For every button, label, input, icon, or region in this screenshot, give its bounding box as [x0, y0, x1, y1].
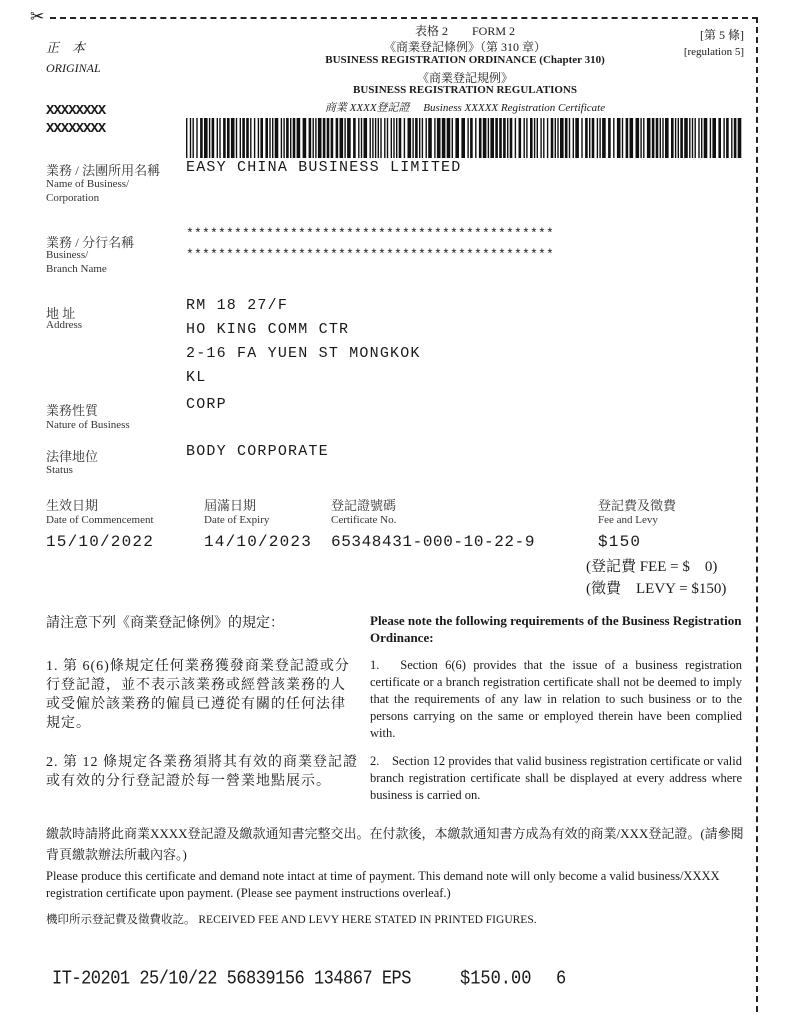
- fee-breakdown-registration: (登記費 FEE = $ 0): [586, 559, 718, 575]
- fee-breakdown-levy: (徵費 LEVY = $150): [586, 581, 727, 597]
- expiry-label-zh: 屆滿日期: [204, 498, 257, 513]
- branch-label-en-1: Business/: [46, 249, 89, 261]
- ordinance-zh: 《商業登記條例》（第 310 章）: [383, 40, 546, 54]
- fee-label-en: Fee and Levy: [598, 514, 658, 526]
- cut-line-right: [756, 17, 758, 1012]
- nature-label-en: Nature of Business: [46, 419, 130, 431]
- expiry-date: 14/10/2023: [204, 533, 313, 551]
- original-label-zh: 正 本: [46, 40, 86, 55]
- notes-heading-en: Please note the following requirements of the Business Registration Ordinance:: [370, 613, 742, 645]
- payment-instruction-zh: 繳款時請將此商業XXXX登記證及繳款通知書完整交出。在付款後，本繳款通知書方成為有效的商業/XXX登記證。(請參閱背頁繳款辦法所載內容。): [46, 826, 744, 862]
- notes-heading-zh: 請注意下列《商業登記條例》的規定：: [46, 616, 284, 631]
- note-1-en: 1. Section 6(6) provides that the issue of a business registration certificate or a branch registration certificate shall not be deemed to imply that the requirements of any law in relation to such business or to the persons carrying on the same or employed therein have been complied with.: [370, 658, 742, 740]
- fee-label-zh: 登記費及徵費: [598, 498, 677, 513]
- ordinance-en: BUSINESS REGISTRATION ORDINANCE (Chapter 310): [325, 54, 605, 66]
- name-label-en-1: Name of Business/: [46, 178, 130, 190]
- commencement-label-en: Date of Commencement: [46, 514, 154, 526]
- note-1-zh: 1. 第 6(6)條規定任何業務獲發商業登記證或分行登記證，並不表示該業務或經營該業務的人或受僱於該業務的僱員已遵從有關的任何法律規定。: [46, 659, 350, 731]
- address-line-2: HO KING COMM CTR: [186, 321, 350, 338]
- certificate-title: 商業 XXXX登記證 Business XXXXX Registration Certificate: [324, 102, 606, 114]
- redacted-line-1: XXXXXXXX: [46, 103, 106, 119]
- note-2-zh: 2. 第 12 條規定各業務須將其有效的商業登記證或有效的分行登記證於每一營業地點展示。: [46, 755, 358, 789]
- form-number: 表格 2 FORM 2: [414, 24, 515, 38]
- payment-instruction-en: Please produce this certificate and demand note intact at time of payment. This demand note will only become a valid business/XXXX registration certificate upon payment. (Please see payment instructions overleaf.): [46, 869, 720, 900]
- nature-label-zh: 業務性質: [46, 403, 99, 418]
- business-name-value: EASY CHINA BUSINESS LIMITED: [186, 159, 462, 176]
- status-value: BODY CORPORATE: [186, 443, 329, 460]
- regulations-zh: 《商業登記規例》: [416, 71, 513, 85]
- certificate-number: 65348431-000-10-22-9: [331, 533, 536, 551]
- address-label-en: Address: [46, 319, 83, 331]
- branch-name-line-1: **********************************************: [186, 226, 555, 241]
- fee-total: $150: [598, 533, 642, 551]
- regulations-en: BUSINESS REGISTRATION REGULATIONS: [353, 84, 577, 96]
- certno-label-zh: 登記證號碼: [331, 498, 397, 513]
- receipt-code: 6: [556, 968, 567, 991]
- address-line-3: 2-16 FA YUEN ST MONGKOK: [186, 345, 421, 362]
- address-line-1: RM 18 27/F: [186, 297, 289, 314]
- address-line-4: KL: [186, 369, 207, 386]
- address-label-zh: 地 址: [46, 306, 76, 321]
- barcode: [186, 118, 742, 158]
- original-label-en: ORIGINAL: [46, 61, 101, 75]
- name-label-en-2: Corporation: [46, 192, 100, 204]
- expiry-label-en: Date of Expiry: [204, 514, 270, 526]
- status-label-zh: 法律地位: [46, 449, 99, 464]
- scissors-icon: ✂: [30, 7, 45, 26]
- receipt-print-line: IT-20201 25/10/22 56839156 134867 EPS: [52, 968, 411, 991]
- branch-label-zh: 業務 / 分行名稱: [46, 235, 135, 250]
- certno-label-en: Certificate No.: [331, 514, 397, 526]
- branch-label-en-2: Branch Name: [46, 263, 107, 275]
- branch-name-line-2: **********************************************: [186, 247, 555, 262]
- fee-received-statement: 機印所示登記費及徵費收訖。 RECEIVED FEE AND LEVY HERE STATED IN PRINTED FIGURES.: [46, 914, 537, 926]
- nature-value: CORP: [186, 396, 227, 413]
- receipt-amount: $150.00: [460, 968, 532, 991]
- regulation-ref-en: [regulation 5]: [683, 46, 744, 58]
- cut-line-top: [50, 17, 758, 19]
- redacted-line-2: XXXXXXXX: [46, 121, 106, 137]
- note-2-en: 2. Section 12 provides that valid business registration certificate or valid branch registration certificate shall be displayed at every address where business is carried on.: [370, 754, 742, 802]
- name-label-zh: 業務 / 法團所用名稱: [46, 163, 161, 178]
- commencement-label-zh: 生效日期: [46, 498, 99, 513]
- regulation-ref-zh: [第 5 條]: [700, 28, 744, 42]
- commencement-date: 15/10/2022: [46, 533, 155, 551]
- status-label-en: Status: [46, 464, 73, 476]
